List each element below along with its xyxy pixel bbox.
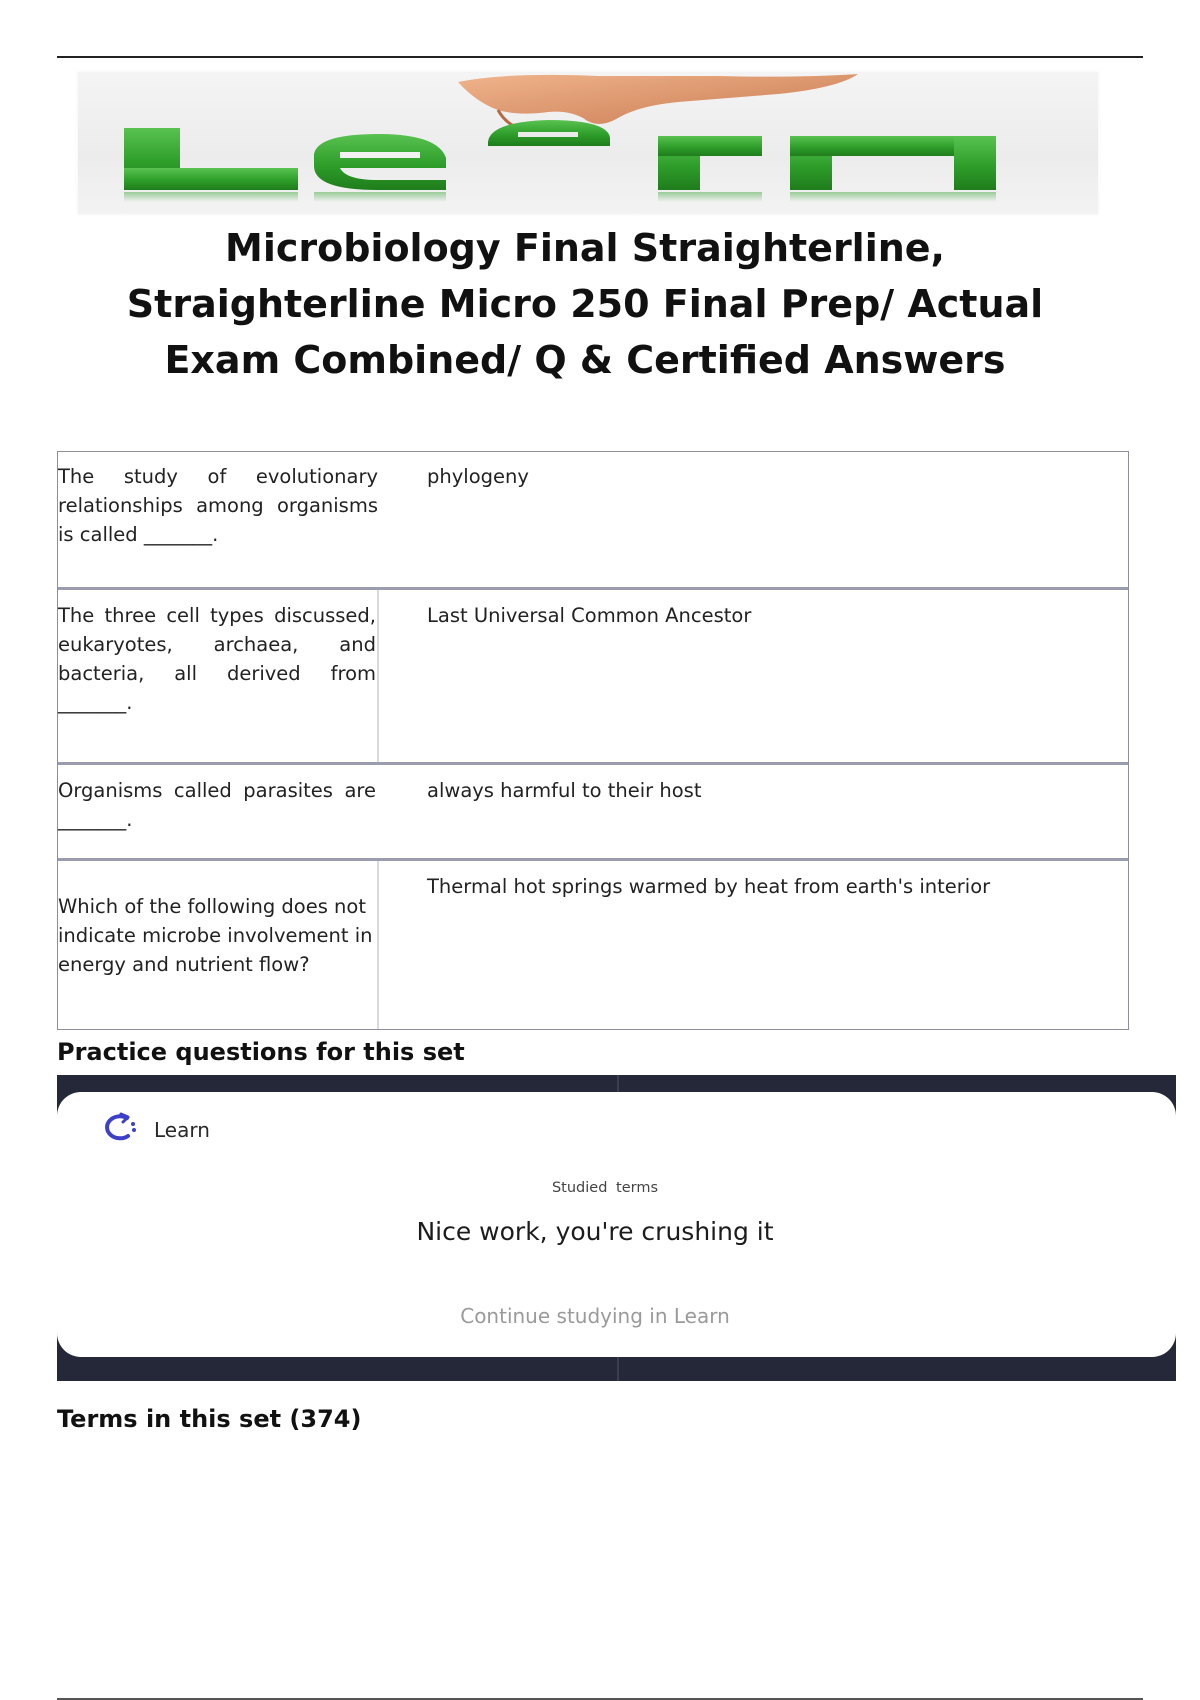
studied-message: Nice work, you're crushing it: [416, 1217, 774, 1246]
frame-seam: [617, 1357, 619, 1381]
qa-row: [58, 858, 1128, 1029]
qa-row: [58, 762, 1128, 858]
qa-column-divider: [377, 590, 379, 762]
qa-table: [57, 451, 1129, 1030]
learn-banner-logo: [78, 72, 1098, 214]
hand-graphic: [458, 74, 858, 130]
learn-cycle-icon: [97, 1112, 139, 1144]
studied-terms-label: Studied terms: [551, 1180, 659, 1196]
qa-definition: always harmful to their host: [427, 779, 702, 802]
qa-definition: Last Universal Common Ancestor: [427, 604, 752, 627]
logo-letter-a: [488, 120, 610, 146]
qa-term: Which of the following does not indicate microbe involvement in energy and nutrient flow?: [58, 895, 373, 976]
qa-column-divider: [377, 861, 379, 1029]
frame-seam: [617, 1075, 619, 1092]
logo-letter-e: [314, 134, 446, 202]
terms-heading: Terms in this set (374): [57, 1405, 362, 1433]
qa-row: [58, 452, 1128, 587]
learn-logo-graphic: [78, 72, 1098, 214]
qa-term: Organisms called parasites are _______.: [58, 779, 376, 831]
logo-letter-l: [124, 128, 298, 202]
qa-term: The three cell types discussed, eukaryotes, archaea, and bacteria, all derived from _______.: [58, 604, 376, 714]
learn-mode-label: Learn: [154, 1118, 210, 1142]
logo-letter-n: [790, 136, 996, 202]
document-title: Microbiology Final Straighterline, Straighterline Micro 250 Final Prep/ Actual Exam Combined/ Q & Certified Answers: [126, 226, 1044, 382]
qa-term: The study of evolutionary relationships among organisms is called _______.: [58, 465, 378, 546]
continue-learn-link[interactable]: Continue studying in Learn: [460, 1304, 730, 1328]
learn-card[interactable]: [57, 1092, 1176, 1357]
top-rule: [57, 56, 1143, 58]
learn-card-frame: [57, 1075, 1176, 1381]
qa-row: [58, 587, 1128, 762]
practice-heading: Practice questions for this set: [57, 1038, 465, 1066]
qa-definition: phylogeny: [427, 465, 529, 488]
logo-letter-r: [658, 136, 762, 202]
qa-definition: Thermal hot springs warmed by heat from earth's interior: [427, 875, 991, 898]
